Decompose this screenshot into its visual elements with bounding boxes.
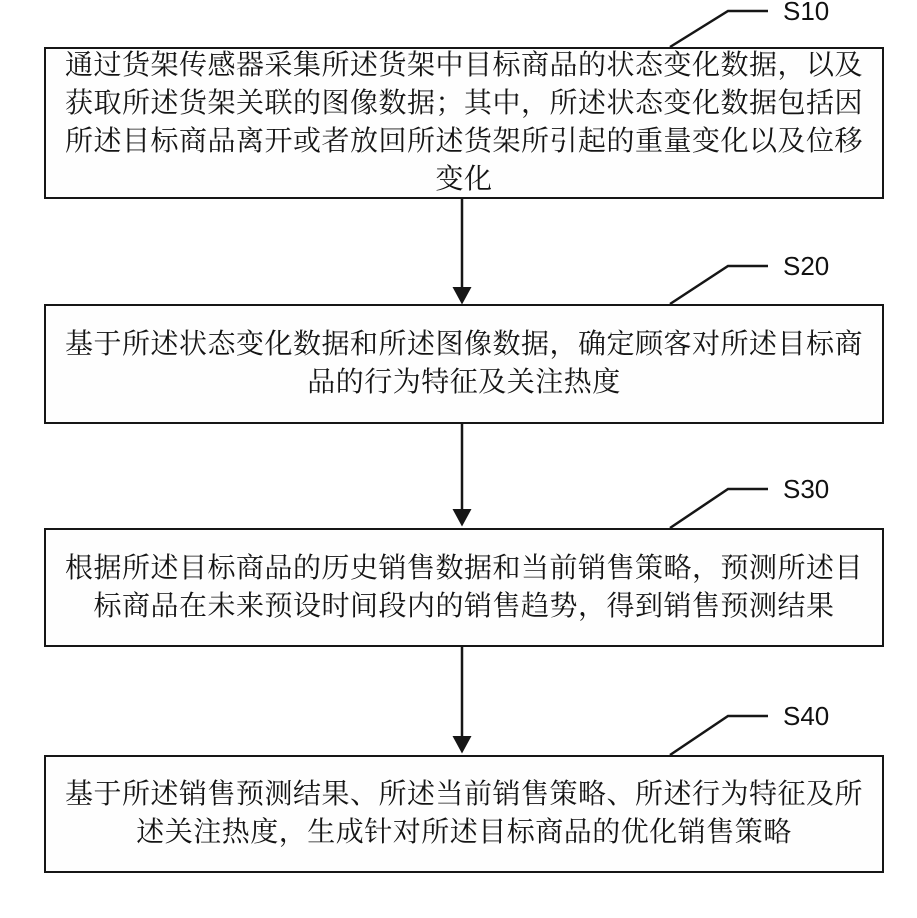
step-box-s40	[44, 755, 884, 873]
step-s20-text-line: 基于所述状态变化数据和所述图像数据，确定顾客对所述目标商	[64, 329, 863, 360]
step-label-s10: S10	[783, 0, 830, 26]
s10-leader-line	[670, 11, 768, 47]
step-s20-text-line: 品的行为特征及关注热度	[307, 367, 621, 398]
s20-leader-line	[670, 266, 768, 304]
arrowhead-s20-to-s30	[453, 509, 472, 527]
arrowhead-s10-to-s20	[453, 287, 472, 305]
step-box-s10	[44, 47, 884, 199]
step-s30-text-line: 标商品在未来预设时间段内的销售趋势，得到销售预测结果	[93, 590, 835, 622]
step-s10-text-line: 通过货架传感器采集所述货架中目标商品的状态变化数据，以及	[64, 50, 863, 81]
step-s10-text-line: 获取所述货架关联的图像数据；其中，所述状态变化数据包括因	[64, 88, 863, 119]
step-label-s40: S40	[783, 701, 830, 731]
step-s10-text-line: 变化	[435, 164, 493, 195]
arrowhead-s30-to-s40	[453, 736, 472, 754]
step-box-s20	[44, 304, 884, 424]
step-s10-text-line: 所述目标商品离开或者放回所述货架所引起的重量变化以及位移	[64, 126, 863, 157]
step-s40-text-line: 基于所述销售预测结果、所述当前销售策略、所述行为特征及所	[64, 779, 863, 810]
step-s30-text-line: 根据所述目标商品的历史销售数据和当前销售策略，预测所述目	[64, 552, 863, 584]
step-box-s30	[44, 528, 884, 647]
s30-leader-line	[670, 489, 768, 528]
s40-leader-line	[670, 716, 768, 755]
step-label-s30: S30	[783, 474, 830, 504]
step-label-s20: S20	[783, 251, 830, 281]
step-s40-text-line: 述关注热度，生成针对所述目标商品的优化销售策略	[136, 817, 792, 848]
